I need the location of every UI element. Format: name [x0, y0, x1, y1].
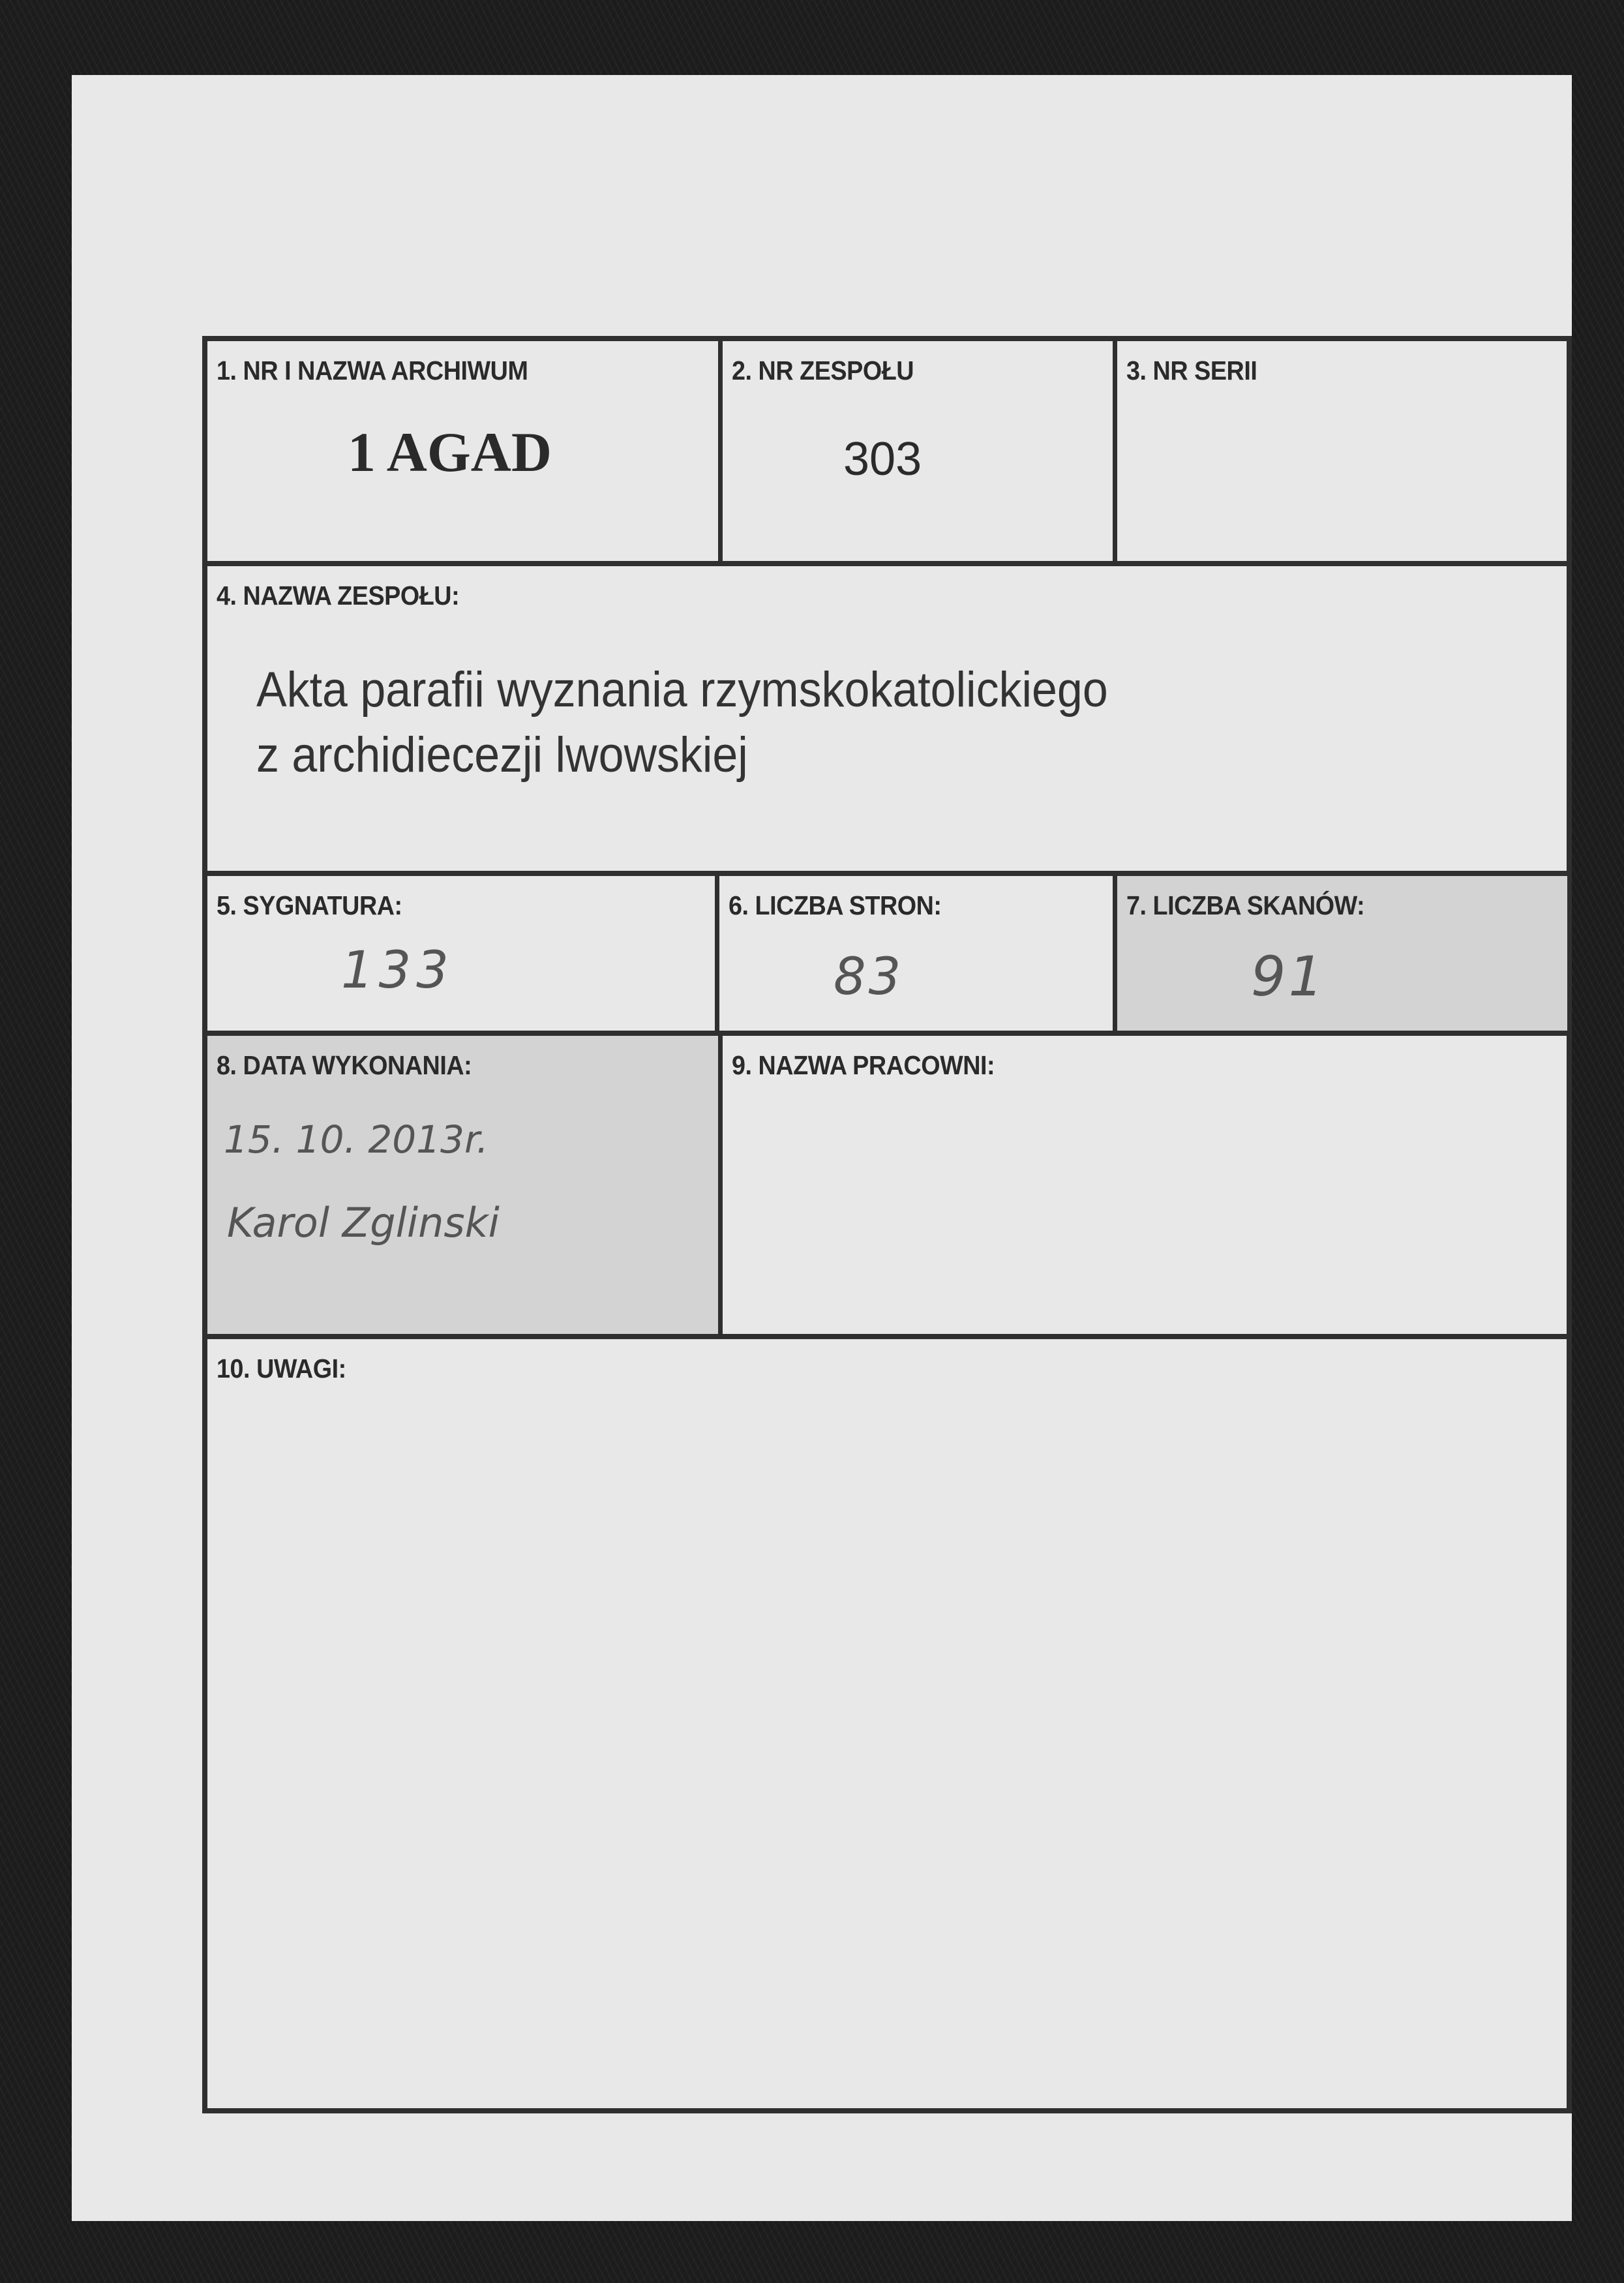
cell-archive: [207, 341, 723, 566]
label-workshop-name: 9. NAZWA PRACOWNI:: [732, 1050, 995, 1080]
fond-name-line-2: z archidiecezji lwowskiej: [256, 727, 748, 783]
cell-scan-count: [1117, 876, 1567, 1036]
label-fond-number: 2. NR ZESPOŁU: [732, 355, 914, 386]
cell-fond-number: [723, 341, 1117, 566]
handwritten-signature: Karol Zglinski: [227, 1199, 500, 1247]
paper-sheet: [72, 75, 1572, 2221]
label-fond-name: 4. NAZWA ZESPOŁU:: [217, 581, 460, 611]
cell-remarks: [207, 1339, 1567, 2109]
fond-name-line-1: Akta parafii wyznania rzymskokatolickiego: [256, 662, 1108, 718]
label-signature-number: 5. SYGNATURA:: [217, 890, 402, 920]
cell-completion-date: [207, 1036, 723, 1339]
scan-count-value: 91: [1251, 945, 1326, 1008]
label-series-number: 3. NR SERII: [1126, 355, 1257, 386]
fond-name-value: [256, 658, 1108, 788]
page-count-value: 83: [834, 948, 904, 1006]
label-scan-count: 7. LICZBA SKANÓW:: [1126, 890, 1365, 920]
label-page-count: 6. LICZBA STRON:: [729, 890, 942, 920]
label-remarks: 10. UWAGI:: [217, 1353, 346, 1383]
archive-value: 1 AGAD: [348, 421, 552, 483]
signature-number-value: 133: [341, 941, 454, 1000]
label-archive: 1. NR I NAZWA ARCHIWUM: [217, 355, 528, 386]
cell-workshop-name: [723, 1036, 1567, 1339]
cell-signature-number: [207, 876, 719, 1036]
completion-date-value: 15. 10. 2013r.: [224, 1117, 489, 1162]
fond-number-value: 303: [843, 433, 922, 485]
archive-metadata-form: [202, 336, 1572, 2113]
cell-fond-name: [207, 566, 1567, 876]
label-completion-date: 8. DATA WYKONANIA:: [217, 1050, 472, 1080]
cell-page-count: [719, 876, 1117, 1036]
cell-series-number: [1117, 341, 1567, 566]
